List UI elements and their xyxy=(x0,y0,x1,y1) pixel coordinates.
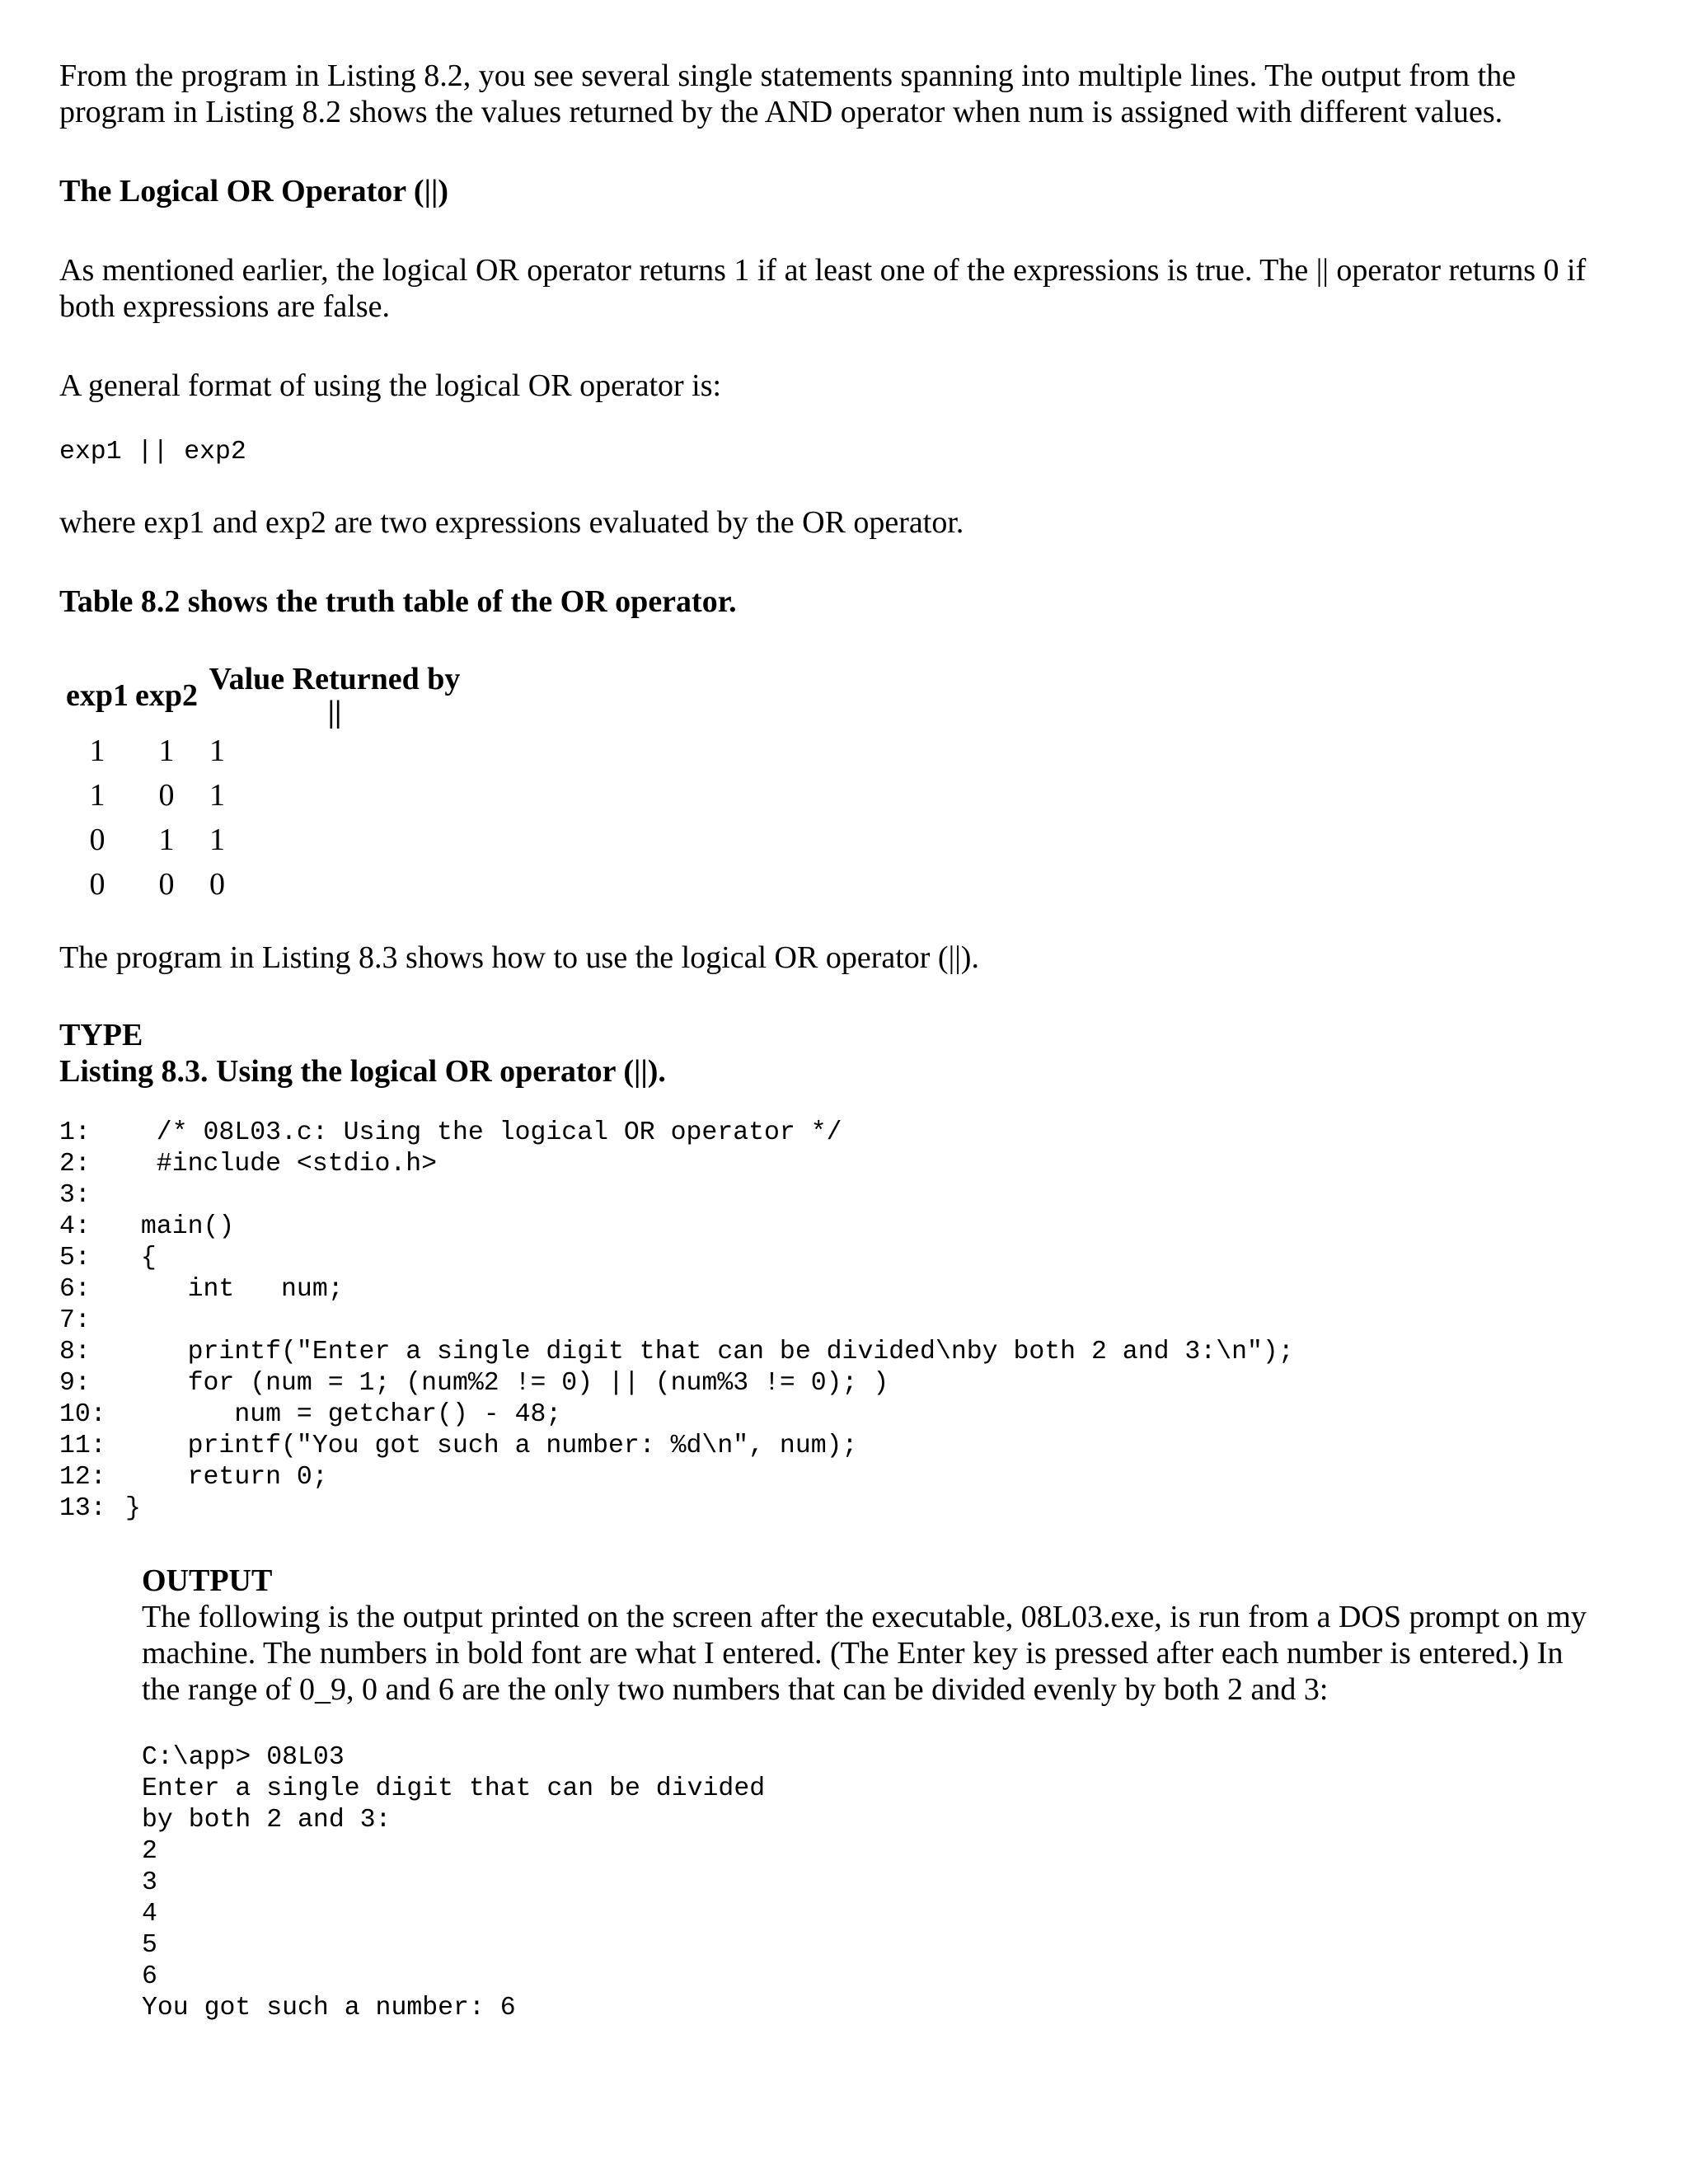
table-cell: 0 xyxy=(158,867,175,902)
format-code: exp1 || exp2 xyxy=(59,438,246,466)
listing-intro-text: The program in Listing 8.3 shows how to use the logical OR operator (||). xyxy=(59,940,979,975)
or-description-paragraph: As mentioned earlier, the logical OR operator returns 1 if at least one of the expressions is true. The || operator returns 0 if both expressions are false. xyxy=(59,253,1587,324)
line-number: 8: xyxy=(59,1338,91,1366)
truth-table-header-row xyxy=(63,663,470,729)
code-line xyxy=(59,1212,1625,1243)
output-section xyxy=(142,1563,1592,2024)
output-label: OUTPUT xyxy=(142,1563,273,1598)
line-number: 4: xyxy=(59,1212,91,1241)
table-cell: 1 xyxy=(209,733,225,768)
console-line: by both 2 and 3: xyxy=(142,1806,392,1835)
line-code: for (num = 1; (num%2 != 0) || (num%3 != 0); ) xyxy=(125,1369,889,1398)
general-format-text: A general format of using the logical OR operator is: xyxy=(59,368,722,403)
code-line xyxy=(59,1274,1625,1305)
console-line: 2 xyxy=(142,1837,157,1866)
listing-title: Listing 8.3. Using the logical OR operator (||). xyxy=(59,1054,666,1089)
code-line xyxy=(59,1462,1625,1493)
table-cell: 1 xyxy=(209,823,225,857)
line-number: 2: xyxy=(59,1150,91,1179)
table-cell: 1 xyxy=(89,733,106,768)
table-cell: 1 xyxy=(89,778,106,813)
line-number: 10: xyxy=(59,1400,106,1429)
code-line xyxy=(59,1493,1625,1525)
code-line xyxy=(59,1243,1625,1274)
table-cell: 1 xyxy=(158,823,175,857)
line-number: 9: xyxy=(59,1369,91,1398)
line-code: main() xyxy=(125,1212,235,1241)
line-number: 11: xyxy=(59,1432,106,1460)
code-line xyxy=(59,1118,1625,1149)
table-cell: 0 xyxy=(209,867,225,902)
line-number: 7: xyxy=(59,1306,91,1335)
table-cell: 0 xyxy=(158,778,175,813)
table-cell: 1 xyxy=(158,733,175,768)
table-cell: 1 xyxy=(209,778,225,813)
code-line xyxy=(59,1305,1625,1337)
code-line xyxy=(59,1399,1625,1431)
intro-paragraph: From the program in Listing 8.2, you see several single statements spanning into multiple lines. The output from the program in Listing 8.2 shows the values returned by the AND operator when num is assigned with different values. xyxy=(59,59,1517,129)
truth-table-header-exp1: exp1 xyxy=(66,678,129,713)
table-cell: 0 xyxy=(89,867,106,902)
console-output xyxy=(142,1742,1592,2024)
table-row xyxy=(63,818,470,862)
code-listing xyxy=(59,1118,1625,1525)
line-code: printf("You got such a number: %d\n", num); xyxy=(125,1432,858,1460)
table-caption: Table 8.2 shows the truth table of the OR operator. xyxy=(59,584,737,619)
console-line: You got such a number: 6 xyxy=(142,1994,516,2022)
line-number: 6: xyxy=(59,1275,91,1304)
code-line xyxy=(59,1431,1625,1462)
line-number: 12: xyxy=(59,1463,106,1492)
line-code: num = getchar() - 48; xyxy=(125,1400,562,1429)
line-number: 13: xyxy=(59,1494,106,1523)
line-code: } xyxy=(125,1494,141,1523)
console-line: 3 xyxy=(142,1868,157,1897)
line-code: int num; xyxy=(125,1275,344,1304)
table-row xyxy=(63,729,470,773)
truth-table-header-value: Value Returned by || xyxy=(209,662,461,729)
console-line: 5 xyxy=(142,1931,157,1960)
code-line xyxy=(59,1180,1625,1212)
output-description: The following is the output printed on the screen after the executable, 08L03.exe, is run from a DOS prompt on my machine. The numbers in bold font are what I entered. (The Enter key is pressed after each number is entered.) In the range of 0_9, 0 and 6 are the only two numbers that can be divided evenly by both 2 and 3: xyxy=(142,1600,1587,1707)
line-number: 3: xyxy=(59,1181,91,1210)
line-code: printf("Enter a single digit that can be divided\nby both 2 and 3:\n"); xyxy=(125,1338,1294,1366)
line-code: return 0; xyxy=(125,1463,328,1492)
table-row xyxy=(63,862,470,907)
table-row xyxy=(63,773,470,818)
line-number: 5: xyxy=(59,1244,91,1272)
console-line: 4 xyxy=(142,1900,157,1929)
line-code: #include <stdio.h> xyxy=(125,1150,438,1179)
where-text: where exp1 and exp2 are two expressions evaluated by the OR operator. xyxy=(59,505,964,540)
type-label: TYPE xyxy=(59,1018,143,1052)
or-truth-table xyxy=(63,663,470,907)
document-page xyxy=(59,58,1625,2024)
code-line xyxy=(59,1368,1625,1399)
console-line: Enter a single digit that can be divided xyxy=(142,1774,766,1803)
or-operator-heading: The Logical OR Operator (||) xyxy=(59,174,448,209)
line-code: /* 08L03.c: Using the logical OR operator */ xyxy=(125,1118,842,1147)
truth-table-header-exp2: exp2 xyxy=(135,678,198,713)
table-cell: 0 xyxy=(89,823,106,857)
console-line: C:\app> 08L03 xyxy=(142,1743,345,1772)
code-line xyxy=(59,1337,1625,1368)
code-line xyxy=(59,1149,1625,1180)
line-number: 1: xyxy=(59,1118,91,1147)
line-code: { xyxy=(125,1244,157,1272)
console-line: 6 xyxy=(142,1962,157,1991)
